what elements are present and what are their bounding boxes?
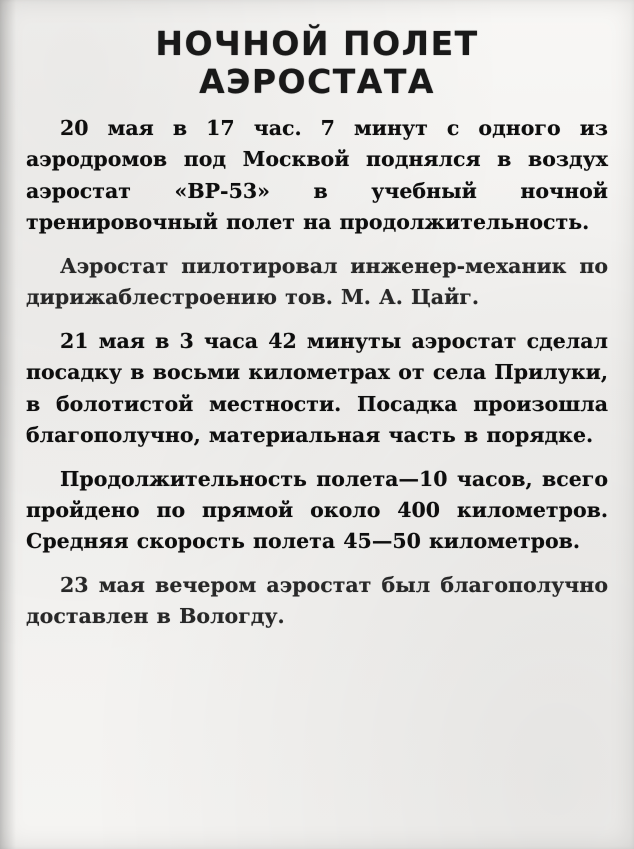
article-paragraph: Продолжительность полета—10 часов, всего пройдено по прямой около 400 километров. Средняя скорость полета 45—50 километров. <box>26 466 608 554</box>
article-paragraph: 23 мая вечером аэростат был благополучно доставлен в Вологду. <box>26 573 608 629</box>
headline-line-2: АЭРОСТАТА <box>199 61 435 101</box>
page-title <box>26 26 608 99</box>
article-paragraph: 20 мая в 17 час. 7 минут с одного из аэродромов под Москвой поднялся в воздух аэростат «ВР-53» в учебный ночной тренировочный полет на продолжительность. <box>26 116 608 234</box>
article-body <box>26 113 608 632</box>
article-paragraph: Аэростат пилотировал инженер-механик по дирижаблестроению тов. М. А. Цайг. <box>26 253 608 310</box>
headline-line-1: НОЧНОЙ ПОЛЕТ <box>155 24 479 63</box>
article-paragraph: 21 мая в 3 часа 42 минуты аэростат сделал посадку в восьми километрах от села Прилуки, в болотистой местности. Посадка произошла благополучно, материальная часть в порядке. <box>26 329 608 447</box>
